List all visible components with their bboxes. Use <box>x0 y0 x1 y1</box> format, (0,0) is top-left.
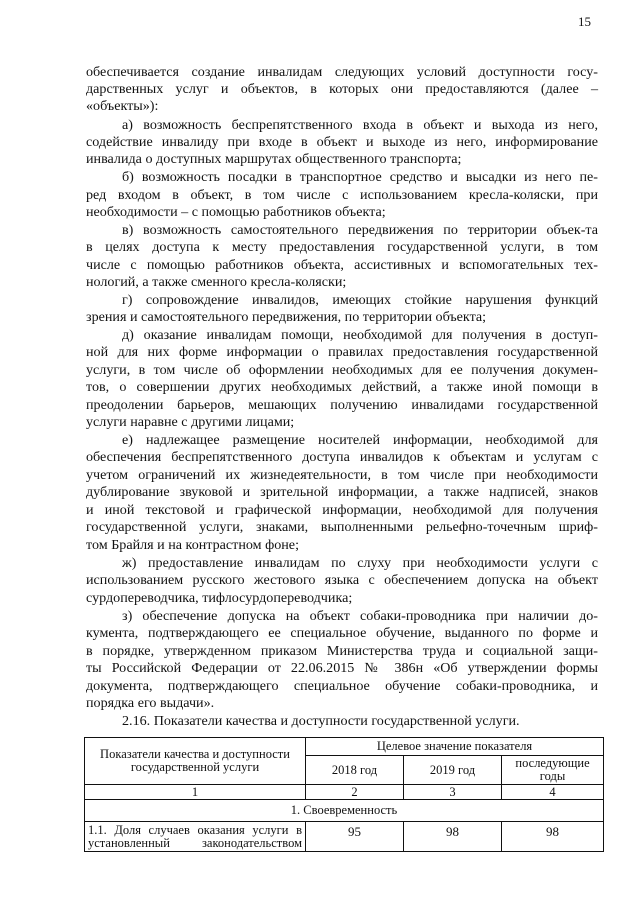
text-line: преодолении барьеров, мешающих получению инвалидами государственной <box>86 397 598 413</box>
row-1-value-2018: 95 <box>306 822 404 852</box>
row-1-value-later: 98 <box>502 822 604 852</box>
text-line: в) возможность самостоятельного передвижения по территории объек-та <box>122 222 598 238</box>
text-line: г) сопровождение инвалидов, имеющих стойкие нарушения функций <box>122 292 598 308</box>
row-1-label <box>85 822 306 852</box>
header-target-value: Целевое значение показателя <box>306 738 604 756</box>
text-line: ты Российской Федерации от 22.06.2015 № 386н «Об утверждении формы <box>86 660 598 676</box>
text-line: «объекты»): <box>86 98 159 114</box>
text-line: государственной услуги, знаками, выполненными рельефно-точечным шриф- <box>86 519 598 535</box>
text-line: ред входом в объект, в том числе с использованием кресла-коляски, при <box>86 187 598 203</box>
column-number: 3 <box>404 785 502 800</box>
header-indicator: Показатели качества и доступности государственной услуги <box>85 738 306 785</box>
text-line: ж) предоставление инвалидам по слуху при необходимости услуги с <box>122 555 598 571</box>
text-line: порядка его выдачи». <box>86 695 215 711</box>
text-line: том Брайля и на контрастном фоне; <box>86 537 299 553</box>
quality-indicators-table <box>84 737 604 852</box>
section-heading: 2.16. Показатели качества и доступности государственной услуги. <box>122 713 520 729</box>
text-line: обеспечения беспрепятственного доступа инвалидов к объектам и услугам с <box>86 449 598 465</box>
text-line: е) надлежащее размещение носителей информации, необходимой для <box>122 432 598 448</box>
text-line: содействие инвалиду при входе в объект и выходе из него, информирование <box>86 134 598 150</box>
text-line: услуги, в том числе об оформлении необходимых для ее получения докумен- <box>86 362 598 378</box>
column-number: 2 <box>306 785 404 800</box>
text-line: з) обеспечение допуска на объект собаки-проводника при наличии до- <box>122 608 598 624</box>
text-line: б) возможность посадки в транспортное средство и высадки из него пе- <box>122 169 598 185</box>
column-number: 4 <box>502 785 604 800</box>
section-row-timeliness: 1. Своевременность <box>85 800 604 822</box>
text-line: использованием русского жестового языка с обеспечением допуска на объект <box>86 572 598 588</box>
text-line: инвалида о доступных маршрутах общественного транспорта; <box>86 151 462 167</box>
text-line: д) оказание инвалидам помощи, необходимой для получения в доступ- <box>122 327 598 343</box>
text-line: в порядке, утвержденном приказом Министерства труда и социальной защи- <box>86 643 598 659</box>
header-2018: 2018 год <box>306 756 404 785</box>
row-1-label-line: 1.1. Доля случаев оказания услуги в <box>88 822 302 837</box>
column-number: 1 <box>85 785 306 800</box>
row-1-label-line: установленный законодательством <box>88 835 302 850</box>
row-1-value-2019: 98 <box>404 822 502 852</box>
text-line: зрения и самостоятельного передвижения, по территории объекта; <box>86 309 487 325</box>
text-line: необходимости – с помощью работников объекта; <box>86 204 386 220</box>
text-line: в целях доступа к месту предоставления государственной услуги, в том <box>86 239 598 255</box>
text-line: нологий, а также сменного кресла-коляски; <box>86 274 347 290</box>
header-later-years: последующие годы <box>502 756 604 785</box>
header-2019: 2019 год <box>404 756 502 785</box>
text-line: ной для них форме информации о правилах предоставления государственной <box>86 344 598 360</box>
text-line: сурдопереводчика, тифлосурдопереводчика; <box>86 590 353 606</box>
text-line: а) возможность беспрепятственного входа в объект и выхода из него, <box>122 117 598 133</box>
text-line: документа, подтверждающего специальное обучение собаки-проводника, и <box>86 678 598 694</box>
text-line: обеспечивается создание инвалидам следующих условий доступности госу- <box>86 64 598 80</box>
text-line: и иной текстовой и графической информации, необходимой для получения <box>86 502 598 518</box>
text-line: тов, о совершении других необходимых действий, а также иной помощи в <box>86 379 598 395</box>
text-line: дарственных услуг и объектов, в которых они предоставляются (далее – <box>86 81 598 97</box>
page-number: 15 <box>578 14 591 29</box>
text-line: учетом ограничений их жизнедеятельности, в том числе при необходимости <box>86 467 598 483</box>
text-line: услуги наравне с другими лицами; <box>86 414 295 430</box>
text-line: числе с помощью работников объекта, ассистивных и вспомогательных тех- <box>86 257 598 273</box>
text-line: дублирование звуковой и зрительной информации, а также надписей, знаков <box>86 484 598 500</box>
text-line: кумента, подтверждающего ее специальное обучение, выданного по форме и <box>86 625 598 641</box>
